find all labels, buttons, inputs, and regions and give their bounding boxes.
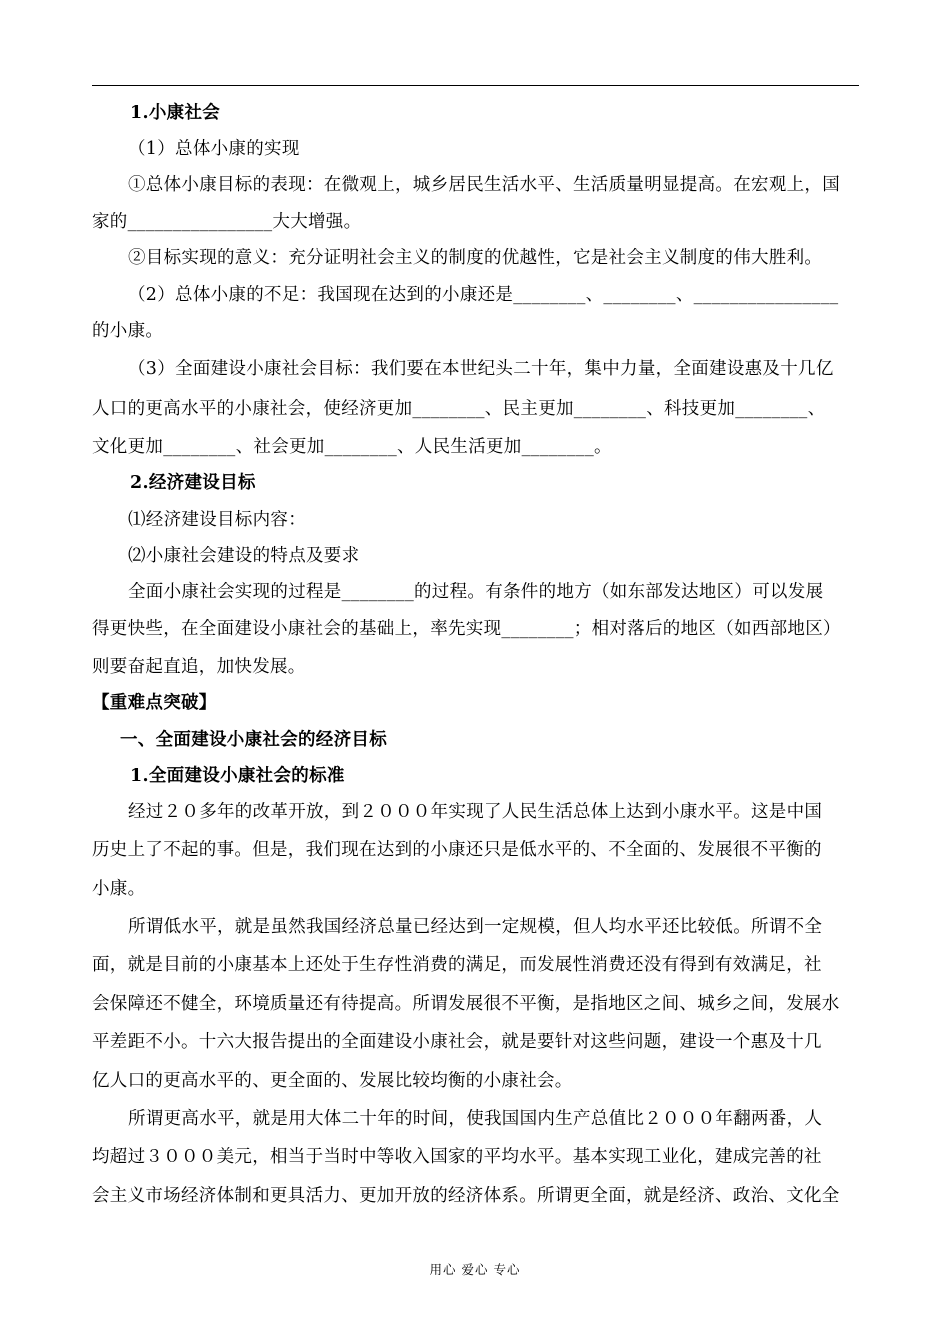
subsection-title: 一、全面建设小康社会的经济目标 xyxy=(120,730,387,750)
text-line: （3）全面建设小康社会目标：我们要在本世纪头二十年，集中力量，全面建设惠及十几亿 xyxy=(128,359,834,379)
body-line: 会保障还不健全，环境质量还有待提高。所谓发展很不平衡，是指地区之间、城乡之间，发展水 xyxy=(92,994,840,1014)
text-line: ①总体小康目标的表现：在微观上，城乡居民生活水平、生活质量明显提高。在宏观上，国 xyxy=(128,175,840,195)
page-footer: 用心 爱心 专心 xyxy=(429,1262,521,1277)
text-line: 则要奋起直追，加快发展。 xyxy=(92,657,306,677)
body-line: 小康。 xyxy=(92,879,146,899)
text-line: 全面小康社会实现的过程是________的过程。有条件的地方（如东部发达地区）可以发展 xyxy=(128,582,824,602)
body-line: 平差距不小。十六大报告提出的全面建设小康社会，就是要针对这些问题，建设一个惠及十几 xyxy=(92,1032,822,1052)
text-line: 的小康。 xyxy=(92,321,164,341)
body-line: 经过２０多年的改革开放，到２０００年实现了人民生活总体上达到小康水平。这是中国 xyxy=(128,802,823,822)
header-rule xyxy=(92,85,859,86)
body-line: 所谓更高水平，就是用大体二十年的时间，使我国国内生产总值比２０００年翻两番，人 xyxy=(128,1109,823,1129)
text-line: ⑵小康社会建设的特点及要求 xyxy=(128,546,360,566)
text-line: （1）总体小康的实现 xyxy=(128,139,300,159)
heading-economic-goal: 2.经济建设目标 xyxy=(130,473,256,493)
text-line: 文化更加________、社会更加________、人民生活更加________。 xyxy=(92,437,612,457)
body-line: 会主义市场经济体制和更具活力、更加开放的经济体系。所谓更全面，就是经济、政治、文化全 xyxy=(92,1186,840,1206)
heading-xiaokang: 1.小康社会 xyxy=(130,103,221,123)
body-line: 历史上了不起的事。但是，我们现在达到的小康还只是低水平的、不全面的、发展很不平衡的 xyxy=(92,840,822,860)
text-line: ②目标实现的意义：充分证明社会主义的制度的优越性，它是社会主义制度的伟大胜利。 xyxy=(128,248,823,268)
text-line: 得更快些，在全面建设小康社会的基础上，率先实现________；相对落后的地区（如西部地区） xyxy=(92,619,841,639)
section-title: 【重难点突破】 xyxy=(92,693,217,713)
text-line: 家的________________大大增强。 xyxy=(92,212,362,232)
text-line: （2）总体小康的不足：我国现在达到的小康还是________、________、________________ xyxy=(128,285,839,305)
text-line: ⑴经济建设目标内容： xyxy=(128,510,306,530)
body-line: 亿人口的更高水平的、更全面的、发展比较均衡的小康社会。 xyxy=(92,1071,573,1091)
body-line: 面，就是目前的小康基本上还处于生存性消费的满足，而发展性消费还没有得到有效满足，社 xyxy=(92,955,822,975)
subsubsection-title: 1.全面建设小康社会的标准 xyxy=(130,766,345,786)
body-line: 均超过３０００美元，相当于当时中等收入国家的平均水平。基本实现工业化，建成完善的社 xyxy=(92,1147,822,1167)
body-line: 所谓低水平，就是虽然我国经济总量已经达到一定规模，但人均水平还比较低。所谓不全 xyxy=(128,917,823,937)
text-line: 人口的更高水平的小康社会，使经济更加________、民主更加________、科技更加________、 xyxy=(92,399,826,419)
